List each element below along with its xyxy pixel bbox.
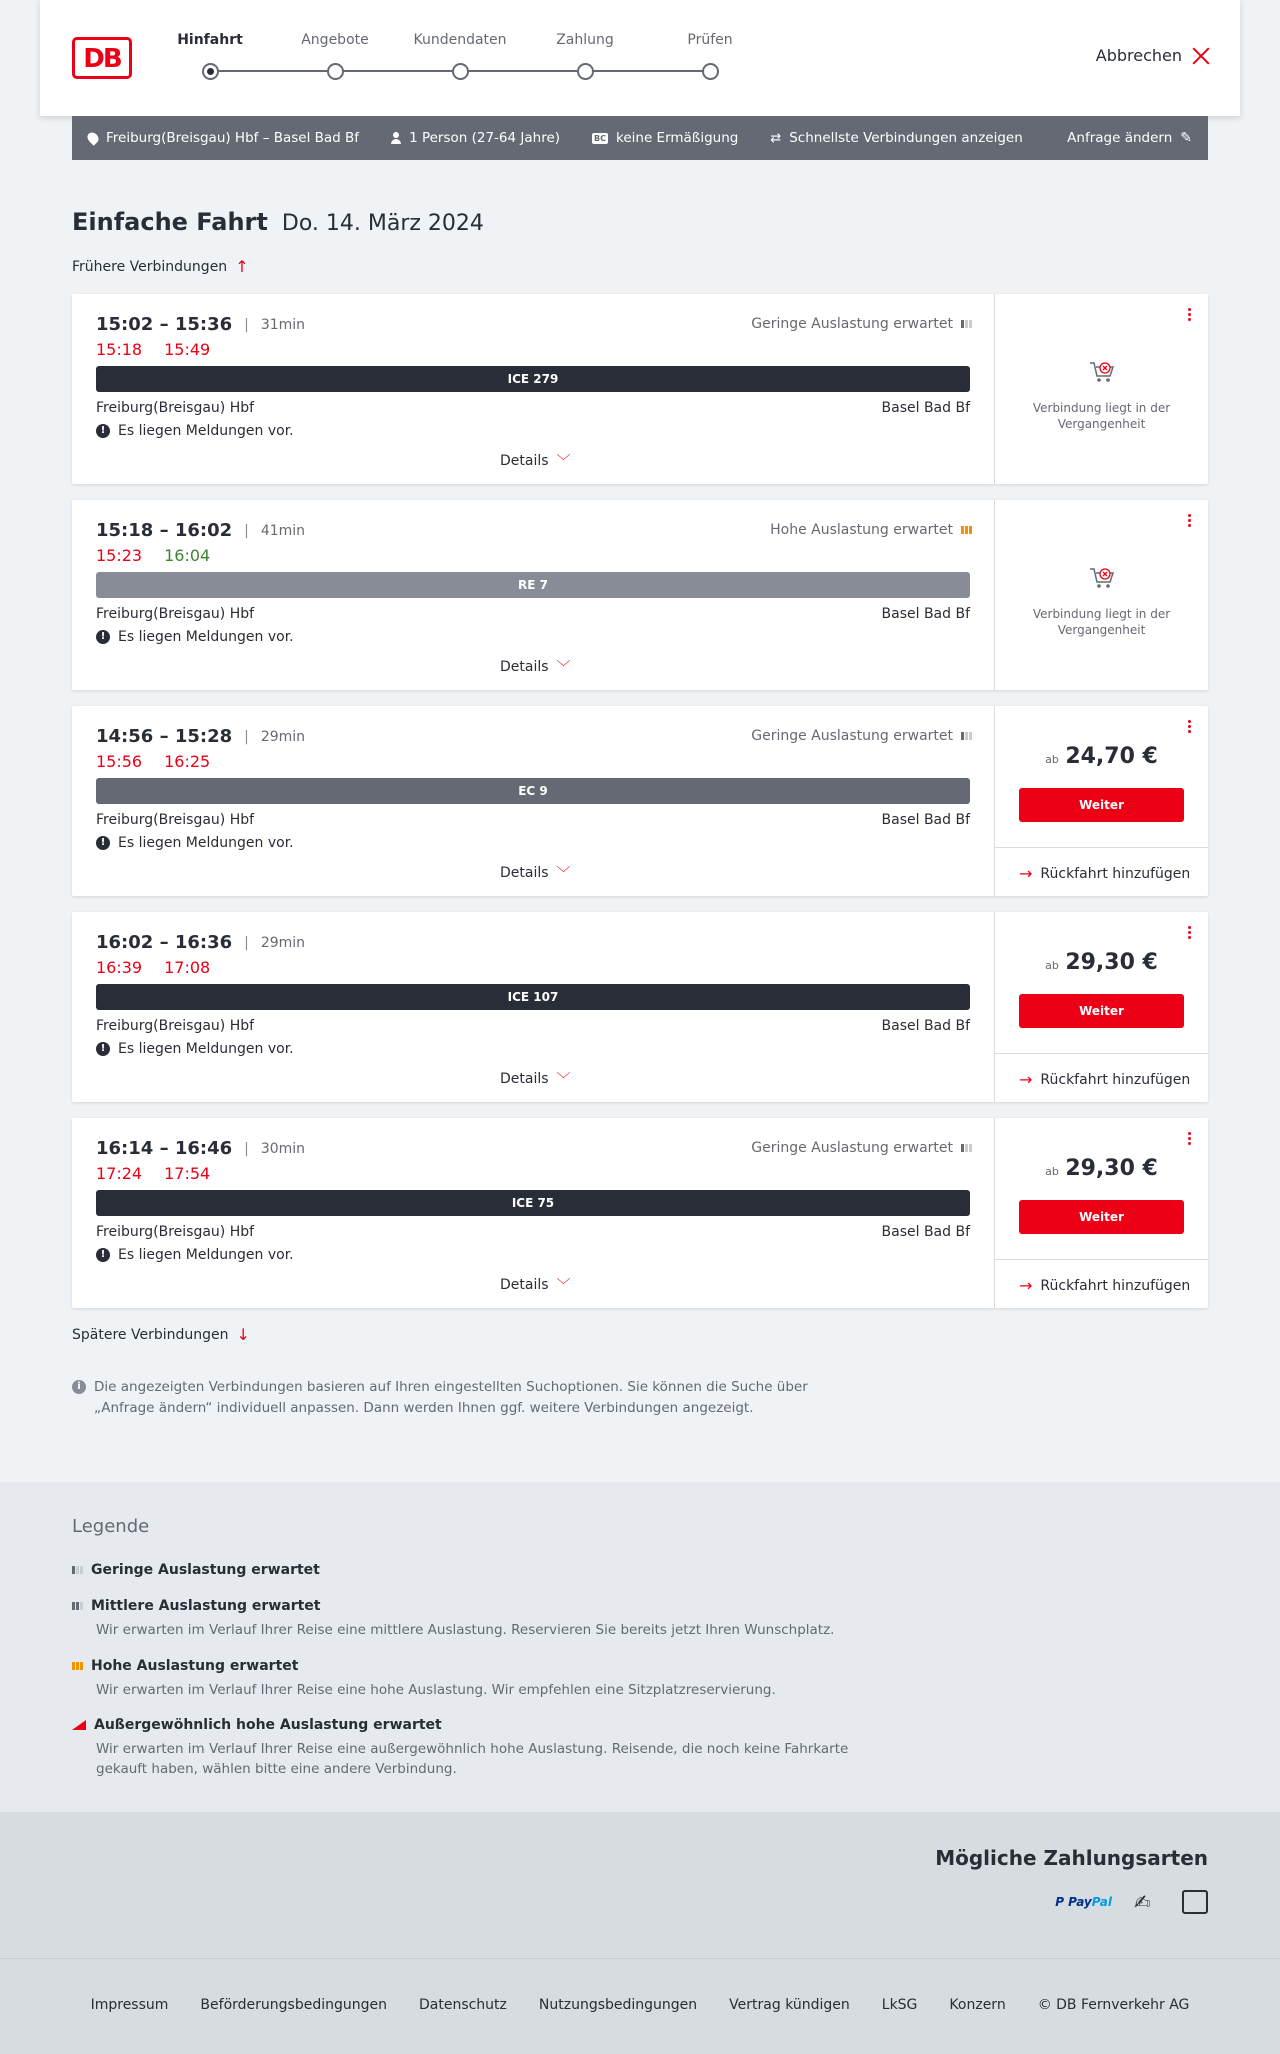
more-options-icon[interactable] <box>1188 926 1192 939</box>
occupancy-info: Geringe Auslastung erwartet <box>751 728 972 744</box>
step-pruefen <box>655 32 765 80</box>
duration: 31min <box>260 316 306 333</box>
offer-panel <box>995 500 1208 690</box>
chevron-down-icon: ﹀ <box>556 660 571 676</box>
realtime-times: 15:56 16:25 <box>96 752 211 771</box>
legend-item: Geringe Auslastung erwartet <box>72 1562 852 1578</box>
payment-methods-section <box>0 1812 1280 1958</box>
details-toggle[interactable]: Details ﹀ <box>500 659 571 676</box>
message-notice: ! Es liegen Meldungen vor. <box>96 1247 294 1263</box>
step-angebote <box>280 32 390 80</box>
add-return-link[interactable]: → Rückfahrt hinzufügen <box>1019 1276 1191 1295</box>
change-request-button[interactable]: Anfrage ändern ✎ <box>1067 130 1192 146</box>
connection-times: 14:56 – 15:28 | 29min <box>96 726 306 747</box>
step-label: Zahlung <box>556 32 614 48</box>
info-icon: i <box>72 1380 86 1394</box>
info-note: i Die angezeigten Verbindungen basieren auf Ihren eingestellten Suchoptionen. Sie können die Suche über „Anfrage ändern“ individuell anpassen. Dann werden Ihnen ggf. weitere Verbindungen angezeigt. <box>72 1377 852 1419</box>
exclamation-icon: ! <box>96 1042 110 1056</box>
departure-station: Freiburg(Breisgau) Hbf <box>96 606 255 622</box>
step-label: Hinfahrt <box>177 32 243 48</box>
connection-card <box>72 706 1208 896</box>
offer-panel <box>995 1118 1208 1308</box>
step-label: Angebote <box>301 32 369 48</box>
db-logo[interactable]: DB <box>72 37 132 79</box>
occupancy-low-icon <box>961 320 972 328</box>
continue-button[interactable]: Weiter <box>1019 994 1184 1028</box>
step-dot <box>577 63 594 80</box>
continue-button[interactable]: Weiter <box>1019 788 1184 822</box>
connection-times: 16:14 – 16:46 | 30min <box>96 1138 306 1159</box>
paypal-icon: P PayPal <box>1055 1895 1112 1909</box>
footer-link-datenschutz[interactable]: Datenschutz <box>418 1997 507 2013</box>
summary-fastest[interactable]: ⇄ Schnellste Verbindungen anzeigen <box>770 130 1023 146</box>
occupancy-high-icon <box>961 526 972 534</box>
arrow-right-icon: → <box>1019 864 1033 883</box>
duration: 30min <box>260 1140 306 1157</box>
footer-link-nutzungsbedingungen[interactable]: Nutzungsbedingungen <box>538 1997 698 2013</box>
footer-link-lksg[interactable]: LkSG <box>881 1997 918 2013</box>
arrival-station: Basel Bad Bf <box>881 1224 970 1240</box>
occupancy-low-icon <box>961 1144 972 1152</box>
exclamation-icon: ! <box>96 630 110 644</box>
legend-title: Legende <box>72 1516 150 1537</box>
details-toggle[interactable]: Details ﹀ <box>500 453 571 470</box>
cart-unavailable-icon <box>1088 358 1116 386</box>
arrow-down-icon: ↓ <box>236 1325 250 1344</box>
add-return-link[interactable]: → Rückfahrt hinzufügen <box>1019 1070 1191 1089</box>
train-bar[interactable]: RE 7 <box>96 572 970 598</box>
offer-panel <box>995 706 1208 896</box>
departure-station: Freiburg(Breisgau) Hbf <box>96 400 255 416</box>
footer <box>0 1958 1280 2054</box>
departure-station: Freiburg(Breisgau) Hbf <box>96 812 255 828</box>
realtime-times: 15:18 15:49 <box>96 340 211 359</box>
duration: 41min <box>260 522 306 539</box>
message-notice: ! Es liegen Meldungen vor. <box>96 629 294 645</box>
exclamation-icon: ! <box>96 836 110 850</box>
exclamation-icon: ! <box>96 424 110 438</box>
price: ab 29,30 € <box>1045 1156 1158 1181</box>
departure-station: Freiburg(Breisgau) Hbf <box>96 1018 255 1034</box>
offer-panel <box>995 912 1208 1102</box>
message-notice: ! Es liegen Meldungen vor. <box>96 423 294 439</box>
swap-arrows-icon: ⇄ <box>770 130 782 146</box>
message-notice: ! Es liegen Meldungen vor. <box>96 1041 294 1057</box>
arrow-right-icon: → <box>1019 1070 1033 1089</box>
chevron-down-icon: ﹀ <box>556 1072 571 1088</box>
step-dot-active <box>202 63 219 80</box>
realtime-times: 15:23 16:04 <box>96 546 211 565</box>
offer-panel <box>995 294 1208 484</box>
bahncard-icon: BC <box>594 133 606 143</box>
past-connection-text: Verbindung liegt in der Vergangenheit <box>1032 401 1171 431</box>
summary-discount: BC keine Ermäßigung <box>594 130 739 146</box>
cancel-button[interactable]: Abbrechen <box>1096 46 1210 65</box>
occupancy-info: Hohe Auslastung erwartet <box>770 522 972 538</box>
footer-copyright: © DB Fernverkehr AG <box>1037 1997 1190 2013</box>
step-hinfahrt <box>155 32 265 80</box>
arrival-station: Basel Bad Bf <box>881 812 970 828</box>
connection-times: 15:02 – 15:36 | 31min <box>96 314 306 335</box>
occupancy-info: Geringe Auslastung erwartet <box>751 1140 972 1156</box>
step-dot <box>702 63 719 80</box>
price: ab 24,70 € <box>1045 744 1158 769</box>
step-dot <box>452 63 469 80</box>
header <box>40 0 1240 116</box>
footer-link-befoerderungsbedingungen[interactable]: Beförderungsbedingungen <box>200 1997 387 2013</box>
train-bar[interactable]: ICE 279 <box>96 366 970 392</box>
step-zahlung <box>530 32 640 80</box>
occupancy-medium-icon <box>72 1602 83 1610</box>
occupancy-info: Geringe Auslastung erwartet <box>751 316 972 332</box>
details-toggle[interactable]: Details ﹀ <box>500 1071 571 1088</box>
train-bar[interactable]: ICE 107 <box>96 984 970 1010</box>
details-toggle[interactable]: Details ﹀ <box>500 1277 571 1294</box>
details-toggle[interactable]: Details ﹀ <box>500 865 571 882</box>
occupancy-high-icon <box>72 1662 83 1670</box>
step-dot <box>327 63 344 80</box>
add-return-link[interactable]: → Rückfahrt hinzufügen <box>1019 864 1191 883</box>
realtime-times: 17:24 17:54 <box>96 1164 211 1183</box>
arrow-right-icon: → <box>1019 1276 1033 1295</box>
legend-section <box>0 1482 1280 1812</box>
progress-steps <box>177 32 740 92</box>
close-icon <box>1192 47 1210 65</box>
more-options-icon[interactable] <box>1188 1132 1192 1145</box>
realtime-times: 16:39 17:08 <box>96 958 211 977</box>
past-connection-text: Verbindung liegt in der Vergangenheit <box>1032 607 1171 637</box>
person-icon <box>391 132 401 144</box>
arrow-up-icon: ↑ <box>235 257 249 276</box>
chevron-down-icon: ﹀ <box>556 866 571 882</box>
sepa-icon <box>1182 1890 1208 1914</box>
legend-item: Hohe Auslastung erwartet Wir erwarten im Verlauf Ihrer Reise eine hohe Auslastung. Wir empfehlen eine Sitzplatzreservierung. <box>72 1658 852 1700</box>
later-connections-link[interactable]: Spätere Verbindungen ↓ <box>72 1325 250 1344</box>
connection-card <box>72 1118 1208 1308</box>
connection-card <box>72 912 1208 1102</box>
legend-item: Mittlere Auslastung erwartet Wir erwarten im Verlauf Ihrer Reise eine mittlere Auslastung. Reservieren Sie bereits jetzt Ihren Wunschplatz. <box>72 1598 852 1640</box>
location-pin-icon <box>85 130 101 146</box>
footer-link-konzern[interactable]: Konzern <box>949 1997 1006 2013</box>
train-bar[interactable]: EC 9 <box>96 778 970 804</box>
search-summary-bar <box>72 116 1208 160</box>
payment-title: Mögliche Zahlungsarten <box>935 1846 1208 1870</box>
connection-card <box>72 500 1208 690</box>
earlier-connections-link[interactable]: Frühere Verbindungen ↑ <box>72 257 249 276</box>
connection-card <box>72 294 1208 484</box>
footer-link-impressum[interactable]: Impressum <box>90 1997 169 2013</box>
occupancy-low-icon <box>961 732 972 740</box>
duration: 29min <box>260 934 306 951</box>
footer-link-vertrag-kuendigen[interactable]: Vertrag kündigen <box>729 1997 850 2013</box>
step-kundendaten <box>405 32 515 80</box>
summary-route: Freiburg(Breisgau) Hbf – Basel Bad Bf <box>88 130 359 146</box>
legend-item: Außergewöhnlich hohe Auslastung erwartet Wir erwarten im Verlauf Ihrer Reise eine außergewöhnlich hohe Auslastung. Reisende, die noch keine Fahrkarte gekauft haben, wählen bitte eine andere Verbindung. <box>72 1717 852 1779</box>
trip-type: Einfache Fahrt <box>72 208 268 236</box>
hand-sign-icon: ✍ <box>1134 1890 1151 1914</box>
travel-date: Do. 14. März 2024 <box>281 211 484 236</box>
chevron-down-icon: ﹀ <box>556 1278 571 1294</box>
duration: 29min <box>260 728 306 745</box>
departure-station: Freiburg(Breisgau) Hbf <box>96 1224 255 1240</box>
summary-passengers: 1 Person (27-64 Jahre) <box>391 130 560 146</box>
occupancy-extreme-icon <box>72 1720 86 1730</box>
step-label: Kundendaten <box>413 32 507 48</box>
connection-times: 15:18 – 16:02 | 41min <box>96 520 306 541</box>
arrival-station: Basel Bad Bf <box>881 606 970 622</box>
exclamation-icon: ! <box>96 1248 110 1262</box>
page-title <box>72 208 484 236</box>
more-options-icon[interactable] <box>1188 514 1192 527</box>
message-notice: ! Es liegen Meldungen vor. <box>96 835 294 851</box>
arrival-station: Basel Bad Bf <box>881 1018 970 1034</box>
chevron-down-icon: ﹀ <box>556 454 571 470</box>
more-options-icon[interactable] <box>1188 308 1192 321</box>
continue-button[interactable]: Weiter <box>1019 1200 1184 1234</box>
occupancy-low-icon <box>72 1566 83 1574</box>
arrival-station: Basel Bad Bf <box>881 400 970 416</box>
connection-times: 16:02 – 16:36 | 29min <box>96 932 306 953</box>
pencil-icon: ✎ <box>1180 130 1192 146</box>
step-label: Prüfen <box>687 32 733 48</box>
price: ab 29,30 € <box>1045 950 1158 975</box>
train-bar[interactable]: ICE 75 <box>96 1190 970 1216</box>
cart-unavailable-icon <box>1088 564 1116 592</box>
more-options-icon[interactable] <box>1188 720 1192 733</box>
